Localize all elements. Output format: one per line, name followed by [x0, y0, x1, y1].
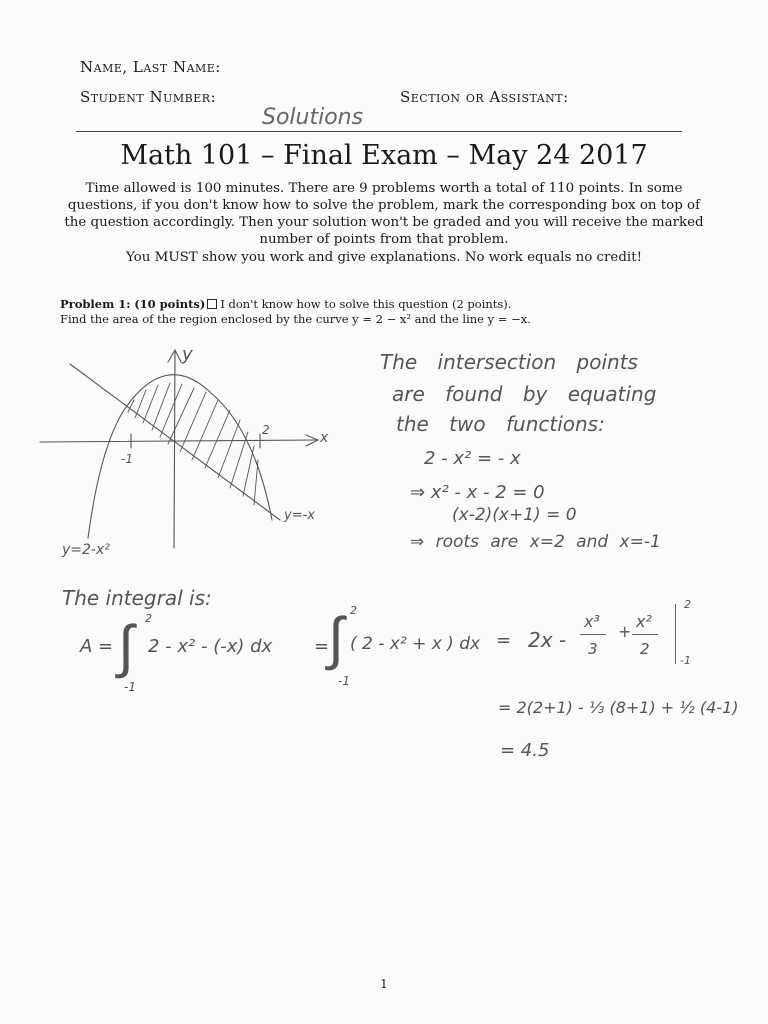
eval-upper-limit: 2	[684, 598, 691, 611]
antiderivative: 2x -	[528, 628, 567, 652]
parabola-curve	[88, 375, 272, 538]
note-line-2: are found by equating	[392, 382, 657, 406]
equation-2: ⇒ x² - x - 2 = 0	[410, 482, 545, 503]
curve-label: y=2-x²	[62, 542, 110, 558]
axis-label-y: y	[182, 344, 193, 365]
evaluation-step: = 2(2+1) - ⅓ (8+1) + ½ (4-1)	[498, 698, 739, 717]
integral2-lower: -1	[338, 674, 350, 688]
frac1-bar	[580, 634, 606, 635]
integral-intro: The integral is:	[62, 586, 212, 610]
plus-sign: +	[618, 622, 632, 641]
exam-title: Math 101 – Final Exam – May 24 2017	[120, 140, 648, 171]
frac2-denominator: 2	[640, 640, 650, 658]
name-label: Name, Last Name:	[80, 58, 221, 76]
equals-sign-2: =	[496, 630, 512, 651]
equation-3: (x-2)(x+1) = 0	[452, 505, 577, 525]
instructions-must: You MUST show you work and give explanations. No work equals no credit!	[126, 250, 642, 265]
note-line-3: the two functions:	[396, 412, 605, 436]
eval-lower-limit: -1	[680, 654, 691, 667]
frac1-numerator: x³	[584, 612, 600, 631]
integrand-2: ( 2 - x² + x ) dx	[350, 634, 481, 654]
integral-sign-2: ∫	[328, 604, 344, 672]
equation-1: 2 - x² = - x	[424, 448, 521, 469]
equals-sign-1: =	[314, 636, 330, 657]
integral2-upper: 2	[350, 604, 357, 617]
integral1-lower: -1	[124, 680, 136, 694]
integral-A: A =	[80, 636, 114, 657]
frac2-bar	[632, 634, 658, 635]
section-label: Section or Assistant:	[400, 88, 569, 106]
evaluation-bar	[675, 604, 676, 664]
line-label: y=-x	[284, 508, 315, 523]
integral-sign-1: ∫	[118, 612, 134, 680]
note-line-1: The intersection points	[380, 350, 638, 374]
problem-points: (10 points)	[134, 297, 206, 311]
instructions-intro: Time allowed is 100 minutes. There are 9 problems worth a total of 110 points. In some questions, if you don't know how to solve the problem, mark the corresponding box on top of the question accordingly. Then your solution won't be graded and you will receive the marked number of points from that problem.	[64, 181, 704, 247]
equation-4: ⇒ roots are x=2 and x=-1	[410, 532, 661, 552]
student-number-value: Solutions	[262, 105, 364, 130]
dont-know-label: I don't know how to solve this question (2 points).	[220, 297, 512, 311]
hatched-region	[128, 383, 258, 505]
page-number: 1	[380, 977, 388, 991]
axis-label-x: x	[320, 430, 329, 446]
y-axis	[174, 352, 175, 548]
problem-statement: Find the area of the region enclosed by the curve y = 2 − x² and the line y = −x.	[60, 312, 531, 326]
x-axis	[40, 440, 318, 442]
final-result: = 4.5	[500, 740, 550, 761]
tick-label-neg1: -1	[121, 452, 133, 466]
problem-label: Problem 1:	[60, 297, 131, 311]
frac2-numerator: x²	[636, 612, 652, 631]
student-number-label: Student Number:	[80, 88, 217, 106]
integrand-1: 2 - x² - (-x) dx	[148, 636, 273, 657]
tick-label-2: 2	[262, 423, 270, 437]
frac1-denominator: 3	[588, 640, 598, 658]
integral1-upper: 2	[145, 612, 152, 625]
